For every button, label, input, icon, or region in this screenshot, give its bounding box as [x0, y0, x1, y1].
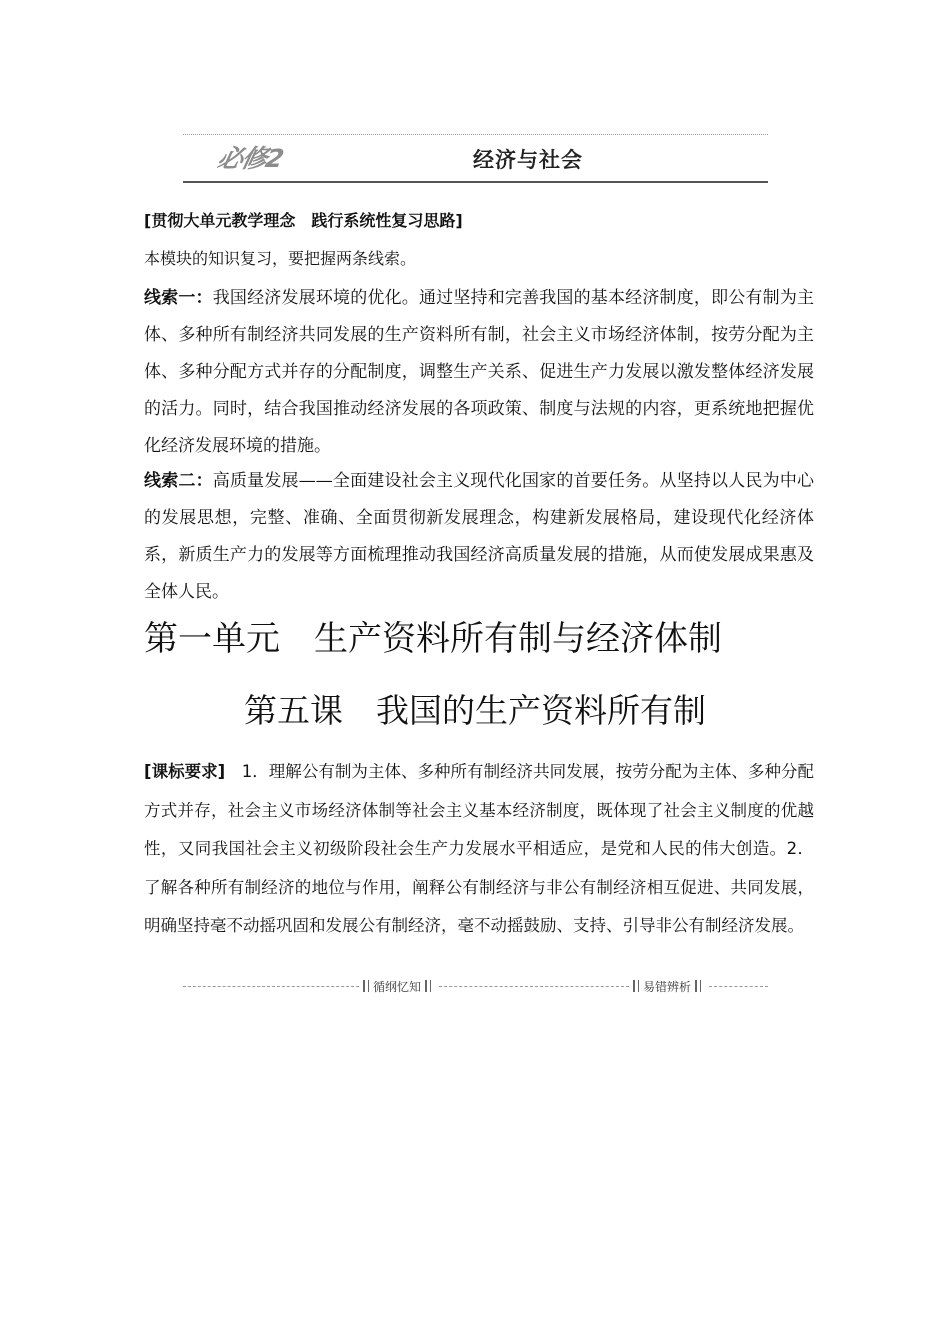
header-title: 经济与社会: [473, 147, 583, 172]
section-tab-review-label: 循纲忆知: [373, 980, 422, 994]
section-tab-errors: [629, 978, 705, 996]
header-bottom-rule: [183, 181, 768, 183]
clue-one-text: 我国经济发展环境的优化。通过坚持和完善我国的基本经济制度，即公有制为主体、多种所有制经济共同发展的生产资料所有制，社会主义市场经济体制，按劳分配为主体、多种分配方式并存的分配制度，调整生产关系、促进生产力发展以激发整体经济发展的活力。同时，结合我国推动经济发展的各项政策、制度与法规的内容，更系统地把握优化经济发展环境的措施。: [144, 288, 815, 456]
tab-bars-icon: [695, 980, 701, 992]
clue-one-paragraph: [144, 280, 814, 465]
clue-two-paragraph: [144, 463, 814, 611]
header-top-rule: [183, 134, 768, 135]
requirements-text: 1．理解公有制为主体、多种所有制经济共同发展，按劳分配为主体、多种分配方式并存，社会主义市场经济体制等社会主义基本经济制度，既体现了社会主义制度的优越性，又同我国社会主义初级阶段社会生产力发展水平相适应，是党和人民的伟大创造。2．了解各种所有制经济的地位与作用，阐释公有制经济与非公有制经济相互促进、共同发展，明确坚持毫不动摇巩固和发展公有制经济，毫不动摇鼓励、支持、引导非公有制经济发展。: [144, 762, 814, 935]
lesson-title: 第五课 我国的生产资料所有制: [244, 691, 706, 730]
unit-title: 第一单元 生产资料所有制与经济体制: [144, 619, 722, 659]
requirements-label: [课标要求]: [144, 762, 226, 781]
tab-bars-icon: [363, 980, 369, 992]
intro-line: 本模块的知识复习，要把握两条线索。: [144, 249, 417, 268]
divider-dash: [709, 986, 768, 987]
tab-bars-icon: [633, 980, 639, 992]
section-tab-errors-label: 易错辨析: [643, 980, 692, 994]
divider-dash: [183, 986, 359, 987]
curriculum-requirements: [144, 753, 814, 946]
clue-two-label: 线索二：: [144, 471, 213, 491]
section-tab-review: [359, 978, 435, 996]
intro-heading: [贯彻大单元教学理念 践行系统性复习思路]: [144, 211, 463, 230]
clue-two-text: 高质量发展——全面建设社会主义现代化国家的首要任务。从坚持以人民为中心的发展思想，完整、准确、全面贯彻新发展理念，构建新发展格局，建设现代化经济体系，新质生产力的发展等方面梳理推动我国经济高质量发展的措施，从而使发展成果惠及全体人民。: [144, 471, 815, 602]
tab-bars-icon: [425, 980, 431, 992]
divider-dash: [439, 986, 629, 987]
header-logo: 必修2: [215, 144, 286, 173]
section-divider: [183, 978, 768, 996]
clue-one-label: 线索一：: [144, 288, 213, 308]
